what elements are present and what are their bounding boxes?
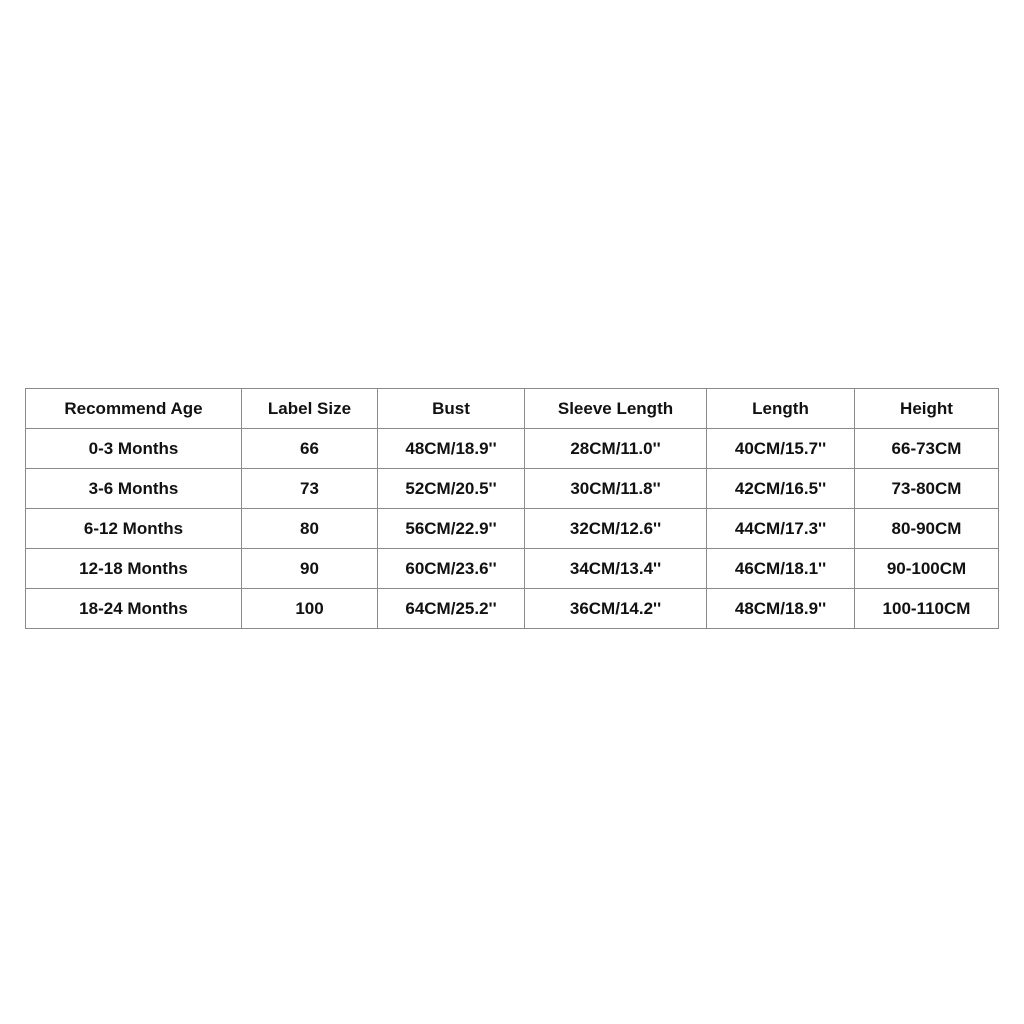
header-length: Length: [707, 389, 855, 429]
cell-length: 46CM/18.1'': [707, 549, 855, 589]
cell-recommend-age: 12-18 Months: [26, 549, 242, 589]
header-height: Height: [855, 389, 999, 429]
header-sleeve-length: Sleeve Length: [525, 389, 707, 429]
cell-sleeve-length: 28CM/11.0'': [525, 429, 707, 469]
cell-bust: 48CM/18.9'': [378, 429, 525, 469]
cell-bust: 60CM/23.6'': [378, 549, 525, 589]
cell-recommend-age: 6-12 Months: [26, 509, 242, 549]
size-chart-body: [26, 429, 999, 629]
cell-height: 90-100CM: [855, 549, 999, 589]
cell-sleeve-length: 32CM/12.6'': [525, 509, 707, 549]
cell-recommend-age: 3-6 Months: [26, 469, 242, 509]
cell-label-size: 80: [242, 509, 378, 549]
cell-label-size: 90: [242, 549, 378, 589]
cell-bust: 52CM/20.5'': [378, 469, 525, 509]
cell-length: 48CM/18.9'': [707, 589, 855, 629]
cell-bust: 56CM/22.9'': [378, 509, 525, 549]
cell-sleeve-length: 34CM/13.4'': [525, 549, 707, 589]
cell-height: 100-110CM: [855, 589, 999, 629]
cell-height: 66-73CM: [855, 429, 999, 469]
cell-label-size: 66: [242, 429, 378, 469]
header-recommend-age: Recommend Age: [26, 389, 242, 429]
size-chart-table: [25, 388, 999, 629]
table-row: [26, 549, 999, 589]
cell-sleeve-length: 36CM/14.2'': [525, 589, 707, 629]
cell-sleeve-length: 30CM/11.8'': [525, 469, 707, 509]
cell-recommend-age: 18-24 Months: [26, 589, 242, 629]
header-bust: Bust: [378, 389, 525, 429]
cell-bust: 64CM/25.2'': [378, 589, 525, 629]
table-row: [26, 589, 999, 629]
header-label-size: Label Size: [242, 389, 378, 429]
cell-length: 44CM/17.3'': [707, 509, 855, 549]
header-row: [26, 389, 999, 429]
size-chart-header: [26, 389, 999, 429]
cell-height: 80-90CM: [855, 509, 999, 549]
cell-recommend-age: 0-3 Months: [26, 429, 242, 469]
table-row: [26, 469, 999, 509]
cell-height: 73-80CM: [855, 469, 999, 509]
cell-label-size: 100: [242, 589, 378, 629]
cell-label-size: 73: [242, 469, 378, 509]
table-row: [26, 509, 999, 549]
table-row: [26, 429, 999, 469]
cell-length: 40CM/15.7'': [707, 429, 855, 469]
cell-length: 42CM/16.5'': [707, 469, 855, 509]
